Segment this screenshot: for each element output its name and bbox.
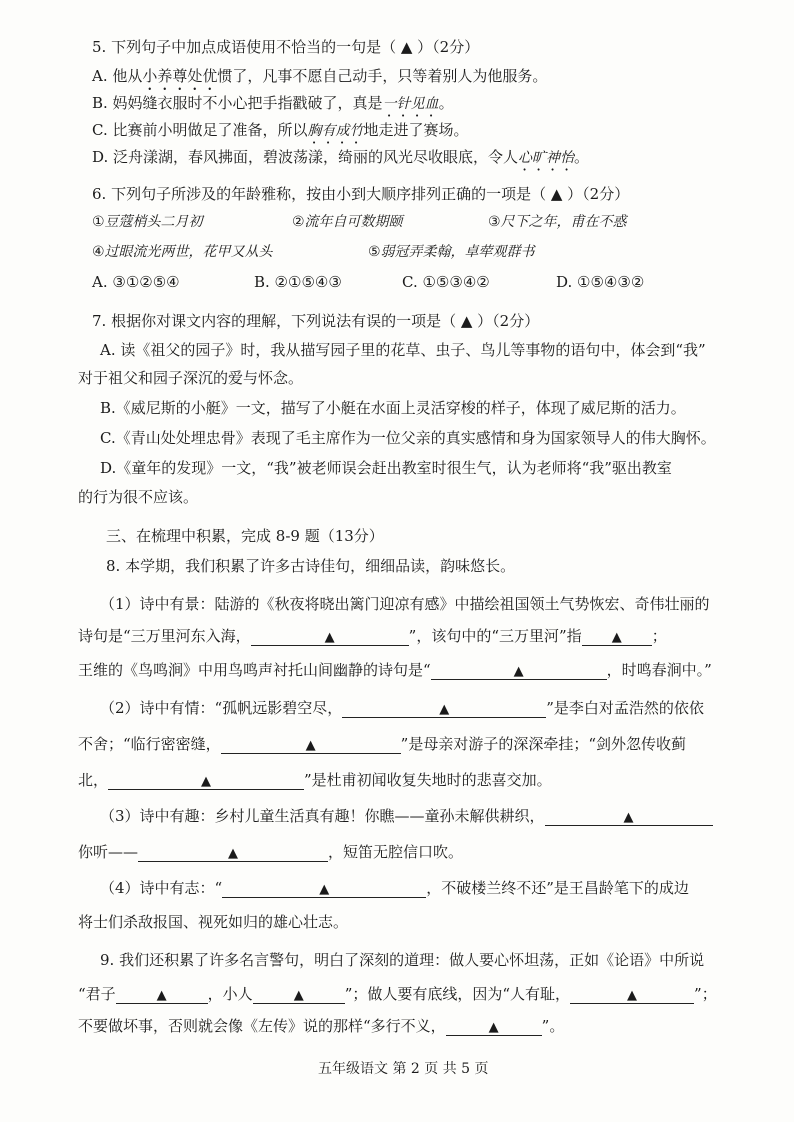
q6-option-a: A. ③①②⑤④ bbox=[92, 273, 180, 291]
q5-option-b: B. 妈妈缝衣服时不小心把手指戳破了，真是一针见血。 bbox=[92, 94, 454, 112]
q7-title: 7. 根据你对课文内容的理解，下列说法有误的一项是（ ▲ ）（2分） bbox=[92, 312, 540, 330]
q7-option-c: C.《青山处处埋忠骨》表现了毛主席作为一位父亲的真实感情和身为国家领导人的伟大胸怀。 bbox=[100, 429, 716, 447]
q8-part1-line1: （1）诗中有景：陆游的《秋夜将晓出篱门迎凉有感》中描绘祖国领土气势恢宏、奇伟壮丽的 bbox=[100, 595, 710, 613]
q8-intro: 8. 本学期，我们积累了许多古诗佳句，细细品读，韵味悠长。 bbox=[106, 557, 516, 575]
q7-option-b: B.《威尼斯的小艇》一文，描写了小艇在水面上灵活穿梭的样子，体现了威尼斯的活力。 bbox=[100, 399, 686, 417]
q8-part1-line3: 王维的《鸟鸣涧》中用鸟鸣声衬托山间幽静的诗句是“ ▲ ，时鸣春涧中。” bbox=[78, 661, 712, 679]
q7-option-a-line1: A. 读《祖父的园子》时，我从描写园子里的花草、虫子、鸟儿等事物的语句中，体会到“我” bbox=[100, 341, 706, 359]
q6-option-c: C. ①⑤③④② bbox=[402, 273, 490, 291]
q8-blank-5[interactable]: ▲ bbox=[221, 735, 401, 754]
q9-line1: 9. 我们还积累了许多名言警句，明白了深刻的道理：做人要心怀坦荡，正如《论语》中所说 bbox=[100, 951, 705, 969]
q6-title: 6. 下列句子所涉及的年龄雅称，按由小到大顺序排列正确的一项是（ ▲ ）（2分） bbox=[92, 185, 630, 203]
q7-option-d-line2: 的行为很不应该。 bbox=[78, 488, 199, 506]
q8-blank-7[interactable]: ▲ bbox=[545, 807, 713, 826]
q9-blank-3[interactable]: ▲ bbox=[570, 985, 694, 1004]
q8-blank-6[interactable]: ▲ bbox=[108, 771, 304, 790]
q5-title: 5. 下列句子中加点成语使用不恰当的一句是（ ▲ ）（2分） bbox=[92, 38, 480, 56]
q8-blank-3[interactable]: ▲ bbox=[431, 661, 607, 680]
q8-part1-line2: 诗句是“三万里河东入海， ▲ ”，该句中的“三万里河”指 ▲ ； bbox=[78, 627, 667, 645]
q6-item-1: ①豆蔻梢头二月初 bbox=[92, 214, 203, 230]
q9-line2: “君子 ▲ ，小人 ▲ ”；做人要有底线，因为“人有耻， ▲ ”； bbox=[78, 985, 717, 1003]
q7-option-d-line1: D.《童年的发现》一文，“我”被老师误会赶出教室时很生气，认为老师将“我”驱出教室 bbox=[100, 459, 672, 477]
q8-part2-line1: （2）诗中有情：“孤帆远影碧空尽， ▲ ”是李白对孟浩然的依依 bbox=[100, 699, 704, 717]
q8-part4-line2: 将士们杀敌报国、视死如归的雄心壮志。 bbox=[78, 913, 349, 931]
q8-blank-1[interactable]: ▲ bbox=[251, 627, 409, 646]
page-footer: 五年级语文 第 2 页 共 5 页 bbox=[318, 1061, 489, 1077]
q5-b-idiom: 一针见血 bbox=[382, 96, 439, 112]
q6-option-d: D. ①⑤④③② bbox=[556, 273, 645, 291]
q6-item-4: ④过眼流光两世，花甲又从头 bbox=[92, 244, 273, 260]
q6-option-b: B. ②①⑤④③ bbox=[254, 273, 342, 291]
q8-blank-4[interactable]: ▲ bbox=[342, 699, 546, 718]
q8-part3-line2: 你听—— ▲ ，短笛无腔信口吹。 bbox=[78, 843, 464, 861]
q5-c-idiom: 胸有成竹 bbox=[307, 123, 364, 139]
q6-item-2: ②流年自可数期颐 bbox=[292, 214, 403, 230]
q9-line3: 不要做坏事，否则就会像《左传》说的那样“多行不义， ▲ ”。 bbox=[78, 1017, 565, 1035]
q5-option-a: A. 他从小养尊处优惯了，凡事不愿自己动手，只等着别人为他服务。 bbox=[92, 67, 548, 85]
q6-item-3: ③尺下之年，甫在不惑 bbox=[488, 214, 627, 230]
q8-blank-8[interactable]: ▲ bbox=[138, 843, 328, 862]
q8-part3-line1: （3）诗中有趣：乡村儿童生活真有趣！你瞧——童孙未解供耕织， ▲ bbox=[100, 806, 713, 826]
q9-blank-4[interactable]: ▲ bbox=[446, 1017, 542, 1036]
q9-blank-1[interactable]: ▲ bbox=[116, 985, 208, 1004]
section-3-title: 三、在梳理中积累，完成 8-9 题（13分） bbox=[106, 527, 384, 545]
q5-a-idiom: 小养尊处优 bbox=[142, 67, 218, 85]
q7-option-a-line2: 对于祖父和园子深沉的爱与怀念。 bbox=[78, 369, 304, 387]
q6-item-5: ⑤弱冠弄柔翰，卓荦观群书 bbox=[368, 244, 535, 260]
q8-part4-line1: （4）诗中有志：“ ▲ ，不破楼兰终不还”是王昌龄笔下的成边 bbox=[100, 879, 689, 897]
q8-blank-9[interactable]: ▲ bbox=[222, 879, 426, 898]
q8-part2-line2: 不舍；“临行密密缝， ▲ ”是母亲对游子的深深牵挂；“剑外忽传收蓟 bbox=[78, 735, 687, 753]
q8-part2-line3: 北， ▲ ”是杜甫初闻收复失地时的悲喜交加。 bbox=[78, 771, 552, 789]
q5-d-idiom: 心旷神怡 bbox=[518, 150, 575, 166]
q8-blank-2[interactable]: ▲ bbox=[582, 627, 652, 646]
q5-option-c: C. 比赛前小明做足了准备，所以胸有成竹地走进了赛场。 bbox=[92, 121, 469, 139]
q9-blank-2[interactable]: ▲ bbox=[253, 985, 345, 1004]
q5-option-d: D. 泛舟漾湖，春风拂面，碧波荡漾，绮丽的风光尽收眼底，令人心旷神怡。 bbox=[92, 148, 590, 166]
